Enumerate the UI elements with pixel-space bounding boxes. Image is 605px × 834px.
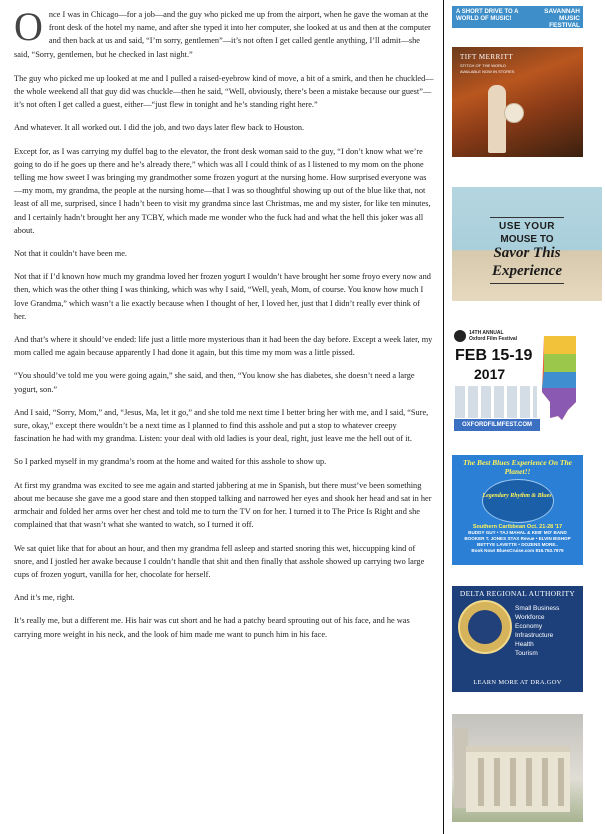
ad-brand: SAVANNAH MUSIC FESTIVAL <box>544 8 580 28</box>
topic-item: Economy <box>515 623 543 630</box>
cruise-badge-icon <box>482 479 554 523</box>
column-image <box>542 758 548 806</box>
mississippi-map-icon <box>538 332 580 424</box>
ad-line-4: Experience <box>492 263 562 279</box>
article-paragraph: Not that it couldn’t have been me. <box>14 249 127 259</box>
article-paragraph: “You should’ve told me you were going again,” she said, and then, “You know she has diabetes, she doesn’t need a large yogurt, son.” <box>14 371 415 394</box>
topic-item: Workforce <box>515 614 545 621</box>
article-paragraph: We sat quiet like that for about an hour, and then my grandma fell asleep and started snoring this wet, hiccupping kind of snore, and I jostled her awake because I couldn’t handle that shit and then finally that asshole showed up carrying two large cups of frozen yogurt, vanilla for her, chocolate for herself. <box>14 543 425 579</box>
column-image <box>494 758 500 806</box>
artist-photo <box>488 85 506 153</box>
lineup-line: BOOKER T. JONES STAX Revue • ELVIN BISHOP <box>464 536 571 541</box>
ad-availability: AVAILABLE NOW IN STORES <box>460 69 515 74</box>
oxford-film-festival-ad[interactable] <box>452 328 583 434</box>
lineup-line: BETTYE LAVETTE • DOZENS MORE.. <box>477 542 558 547</box>
savannah-music-festival-ad[interactable] <box>452 6 583 28</box>
film-festival-logo-icon <box>454 330 466 342</box>
ad-lineup <box>452 524 583 554</box>
ad-year: 2017 <box>474 366 506 382</box>
column-image <box>526 758 532 806</box>
topic-item: Small Business <box>515 605 560 612</box>
tift-merritt-album-ad[interactable] <box>452 47 583 157</box>
lineup-line: BUDDY GUY • TAJ MAHAL & KEB' MO' BAND <box>468 530 567 535</box>
ad-festival-name: Oxford Film Festival <box>469 336 518 342</box>
booking-line: Book Now! BluesCruise.com 816.753.7979 <box>471 548 564 553</box>
ad-url: OXFORDFILMFEST.COM <box>454 419 540 431</box>
article-paragraph <box>14 4 434 61</box>
sponsor-logos <box>455 386 537 418</box>
column-image <box>478 758 484 806</box>
delta-regional-authority-ad[interactable] <box>452 586 583 692</box>
article-paragraph: Not that if I’d known how much my grandma loved her frozen yogurt I wouldn’t have brought her some froyo every now and then, which was the other thing I was thinking, which was why I said, “Well, yeah, Mom, of course. You know how much I love Grandma,” which wasn’t a lie exactly because when I thought of her, I loved her, just that I didn’t really ever think of her. <box>14 272 431 321</box>
article-paragraph: So I parked myself in my grandma’s room at the home and waited for this asshole to show up. <box>14 457 327 467</box>
ad-edition <box>469 330 517 342</box>
drum-image <box>504 103 524 123</box>
ad-dates: FEB 15-19 <box>455 347 533 364</box>
ad-line-2: MOUSE TO <box>500 234 554 245</box>
museum-building-ad[interactable] <box>452 714 583 822</box>
ad-line-3: Savor This <box>493 245 561 261</box>
article-paragraph: The guy who picked me up looked at me and I pulled a raised-eyebrow kind of move, a bit of a smirk, and then he chuckled—the whole weekend all that guy did was chuckle—then he said, “Well, obviously, there’s been a mistake because our guest”—it’s not often I get called a guest, either—“just flew in tonight and he’s standing right here.” <box>14 73 434 110</box>
article-paragraph: And whatever. It all worked out. I did the job, and two days later flew back to Houston. <box>14 123 305 133</box>
ad-tagline: A SHORT DRIVE TO A WORLD OF MUSIC! <box>456 9 519 22</box>
column-image <box>558 758 564 806</box>
paragraph-text: nce I was in Chicago—for a job—and the guy who picked me up from the airport, when he gave the woman at the front desk of the hotel my name, and after she typed it into her computer, she looked at us and then at the computer and then back at us and said, “I’m sorry, gentlemen”—it’s not often I get called gentle anything, I’ll admit—she said, “Sorry, gentlemen, but he checked in last night.” <box>14 10 431 59</box>
ad-line-1: USE YOUR <box>498 221 556 232</box>
article-body <box>14 4 434 651</box>
column-divider <box>443 0 444 834</box>
column-image <box>510 758 516 806</box>
ad-title: DELTA REGIONAL AUTHORITY <box>459 589 576 598</box>
topic-item: Infrastructure <box>515 632 554 639</box>
ad-artist-name: TIFT MERRITT <box>460 53 514 61</box>
ad-headline: The Best Blues Experience On The Planet!! <box>463 458 572 476</box>
article-paragraph: And that’s where it should’ve ended: life just a little more mysterious than it had been the day before. Except a week later, my mom called me again because apparently I had done it again, but this time my mom was a little pissed. <box>14 335 433 358</box>
ad-rule <box>490 217 564 218</box>
article-paragraph: It’s really me, but a different me. His hair was cut short and he had a patchy beard sprouting out of his face, and he was carrying more weight in his neck, and the look of him made me want to punch him in his face. <box>14 616 410 639</box>
ad-annual: 14TH ANNUAL <box>469 330 504 336</box>
ad-topic-list <box>515 604 559 658</box>
topic-item: Health <box>515 641 534 648</box>
ad-album-title: STITCH OF THE WORLD <box>460 63 507 68</box>
ad-url: LEARN MORE AT DRA.GOV <box>473 679 562 686</box>
article-paragraph: Except for, as I was carrying my duffel bag to the elevator, the front desk woman said to the guy, “I don’t know what we’re going to do if he goes up there and he’s already there,” which was all I could think of as I listened to my mom on the phone telling me how sweet I was bringing my grandmother some frozen yogurt at the nursing home. How surprised everyone was—my mom, my grandma, the people at the nursing home—that I was so thoughtful showing up out of the blue like that, not least of all me, surprised, since I hadn’t been to visit my grandma since last Christmas, me and my sister, for like ten minutes, and I certainly hadn’t brought her any TCBY, which made me wonder who the fuck had and what the hell this joker was all about. <box>14 146 431 235</box>
blues-cruise-ad[interactable] <box>452 455 583 565</box>
drop-cap: O <box>14 4 43 49</box>
cruise-name: Legendary Rhythm & Blues <box>482 493 552 499</box>
ad-rule <box>490 283 564 284</box>
topic-item: Tourism <box>515 650 538 657</box>
cruise-dates: Southern Caribbean Oct. 21-28 '17 <box>472 524 563 530</box>
article-paragraph: And it’s me, right. <box>14 593 75 603</box>
dra-seal-icon <box>458 600 512 654</box>
savor-experience-ad[interactable] <box>452 187 602 301</box>
article-paragraph: And I said, “Sorry, Mom,” and, “Jesus, Ma, let it go,” and she told me next time I better bring her with me, and I said, “Sure, sure, okay,” except there wouldn’t be a next time as I planned to find this asshole and put a stop to whatever creepy fascination he had with my grandma. Listen: your deal with old ladies is your deal, right, just leave me the hell out of it. <box>14 407 429 444</box>
article-paragraph: At first my grandma was excited to see me again and started jabbering at me in Spanish, but there must’ve been something about me because she gave me a good stare and then stopped talking and narrowed her eyes and shook her head and sat in her armchair and folded her arms over her chest and told me to turn the TV on for her. I turned it to The Price Is Right and she complained that that wasn’t what she wanted to watch, so I turned it off. <box>14 480 432 530</box>
